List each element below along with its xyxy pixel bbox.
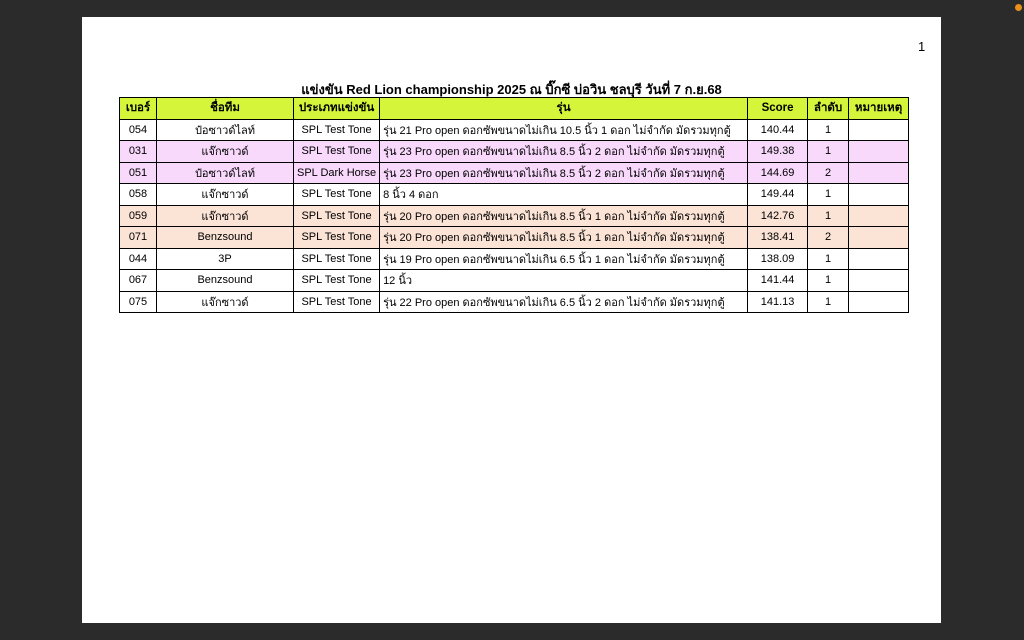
column-header-team: ชื่อทีม	[157, 98, 294, 120]
cell-rank: 2	[808, 162, 849, 184]
cell-score: 141.44	[748, 270, 808, 292]
cell-model: รุ่น 23 Pro open ดอกซัพขนาดไม่เกิน 8.5 นิ้ว 2 ดอก ไม่จำกัด มัดรวมทุกตู้	[380, 162, 748, 184]
table-row	[120, 141, 909, 163]
cell-type: SPL Test Tone	[294, 248, 380, 270]
cell-type: SPL Test Tone	[294, 227, 380, 249]
column-header-note: หมายเหตุ	[849, 98, 909, 120]
cell-team: แจ๊กซาวด์	[157, 205, 294, 227]
table-row	[120, 291, 909, 313]
cell-rank: 1	[808, 141, 849, 163]
cell-team: Benzsound	[157, 270, 294, 292]
cell-model: รุ่น 20 Pro open ดอกซัพขนาดไม่เกิน 8.5 นิ้ว 1 ดอก ไม่จำกัด มัดรวมทุกตู้	[380, 205, 748, 227]
column-header-type: ประเภทแข่งขัน	[294, 98, 380, 120]
table-row	[120, 162, 909, 184]
cell-note	[849, 248, 909, 270]
cell-number: 054	[120, 119, 157, 141]
column-header-model: รุ่น	[380, 98, 748, 120]
cell-model: 8 นิ้ว 4 ดอก	[380, 184, 748, 206]
cell-team: 3P	[157, 248, 294, 270]
cell-type: SPL Test Tone	[294, 291, 380, 313]
cell-team: แจ๊กซาวด์	[157, 141, 294, 163]
cell-team: ป๋อซาวด์ไลท์	[157, 119, 294, 141]
cell-score: 149.44	[748, 184, 808, 206]
cell-rank: 1	[808, 270, 849, 292]
cell-model: 12 นิ้ว	[380, 270, 748, 292]
cell-number: 059	[120, 205, 157, 227]
cell-number: 044	[120, 248, 157, 270]
cell-note	[849, 162, 909, 184]
table-header-row	[120, 98, 909, 120]
cell-team: Benzsound	[157, 227, 294, 249]
cell-rank: 2	[808, 227, 849, 249]
cell-number: 051	[120, 162, 157, 184]
cell-model: รุ่น 20 Pro open ดอกซัพขนาดไม่เกิน 8.5 นิ้ว 1 ดอก ไม่จำกัด มัดรวมทุกตู้	[380, 227, 748, 249]
status-dot	[1015, 4, 1022, 11]
cell-type: SPL Test Tone	[294, 270, 380, 292]
cell-score: 141.13	[748, 291, 808, 313]
cell-number: 075	[120, 291, 157, 313]
cell-type: SPL Test Tone	[294, 205, 380, 227]
cell-note	[849, 205, 909, 227]
column-header-rank: ลำดับ	[808, 98, 849, 120]
cell-score: 140.44	[748, 119, 808, 141]
cell-note	[849, 270, 909, 292]
cell-model: รุ่น 19 Pro open ดอกซัพขนาดไม่เกิน 6.5 นิ้ว 1 ดอก ไม่จำกัด มัดรวมทุกตู้	[380, 248, 748, 270]
results-table	[119, 97, 909, 313]
cell-note	[849, 291, 909, 313]
table-row	[120, 227, 909, 249]
cell-score: 144.69	[748, 162, 808, 184]
page-number: 1	[918, 39, 926, 54]
cell-note	[849, 227, 909, 249]
cell-type: SPL Test Tone	[294, 184, 380, 206]
table-row	[120, 184, 909, 206]
cell-score: 138.09	[748, 248, 808, 270]
cell-rank: 1	[808, 291, 849, 313]
table-row	[120, 119, 909, 141]
cell-number: 067	[120, 270, 157, 292]
cell-number: 058	[120, 184, 157, 206]
cell-team: แจ๊กซาวด์	[157, 184, 294, 206]
cell-note	[849, 119, 909, 141]
document-page	[82, 17, 941, 623]
cell-rank: 1	[808, 184, 849, 206]
document-title: แข่งขัน Red Lion championship 2025 ณ บิ๊กซี บ่อวิน ชลบุรี วันที่ 7 ก.ย.68	[301, 82, 722, 97]
cell-score: 149.38	[748, 141, 808, 163]
cell-number: 031	[120, 141, 157, 163]
cell-type: SPL Test Tone	[294, 141, 380, 163]
cell-rank: 1	[808, 119, 849, 141]
column-header-score: Score	[748, 98, 808, 120]
cell-team: ป๋อซาวด์ไลท์	[157, 162, 294, 184]
cell-score: 142.76	[748, 205, 808, 227]
cell-score: 138.41	[748, 227, 808, 249]
cell-team: แจ๊กซาวด์	[157, 291, 294, 313]
cell-type: SPL Test Tone	[294, 119, 380, 141]
cell-number: 071	[120, 227, 157, 249]
table-row	[120, 248, 909, 270]
cell-model: รุ่น 21 Pro open ดอกซัพขนาดไม่เกิน 10.5 นิ้ว 1 ดอก ไม่จำกัด มัดรวมทุกตู้	[380, 119, 748, 141]
table-row	[120, 205, 909, 227]
table-row	[120, 270, 909, 292]
cell-model: รุ่น 23 Pro open ดอกซัพขนาดไม่เกิน 8.5 นิ้ว 2 ดอก ไม่จำกัด มัดรวมทุกตู้	[380, 141, 748, 163]
cell-type: SPL Dark Horse	[294, 162, 380, 184]
cell-model: รุ่น 22 Pro open ดอกซัพขนาดไม่เกิน 6.5 นิ้ว 2 ดอก ไม่จำกัด มัดรวมทุกตู้	[380, 291, 748, 313]
cell-rank: 1	[808, 248, 849, 270]
column-header-number: เบอร์	[120, 98, 157, 120]
cell-note	[849, 184, 909, 206]
cell-note	[849, 141, 909, 163]
cell-rank: 1	[808, 205, 849, 227]
